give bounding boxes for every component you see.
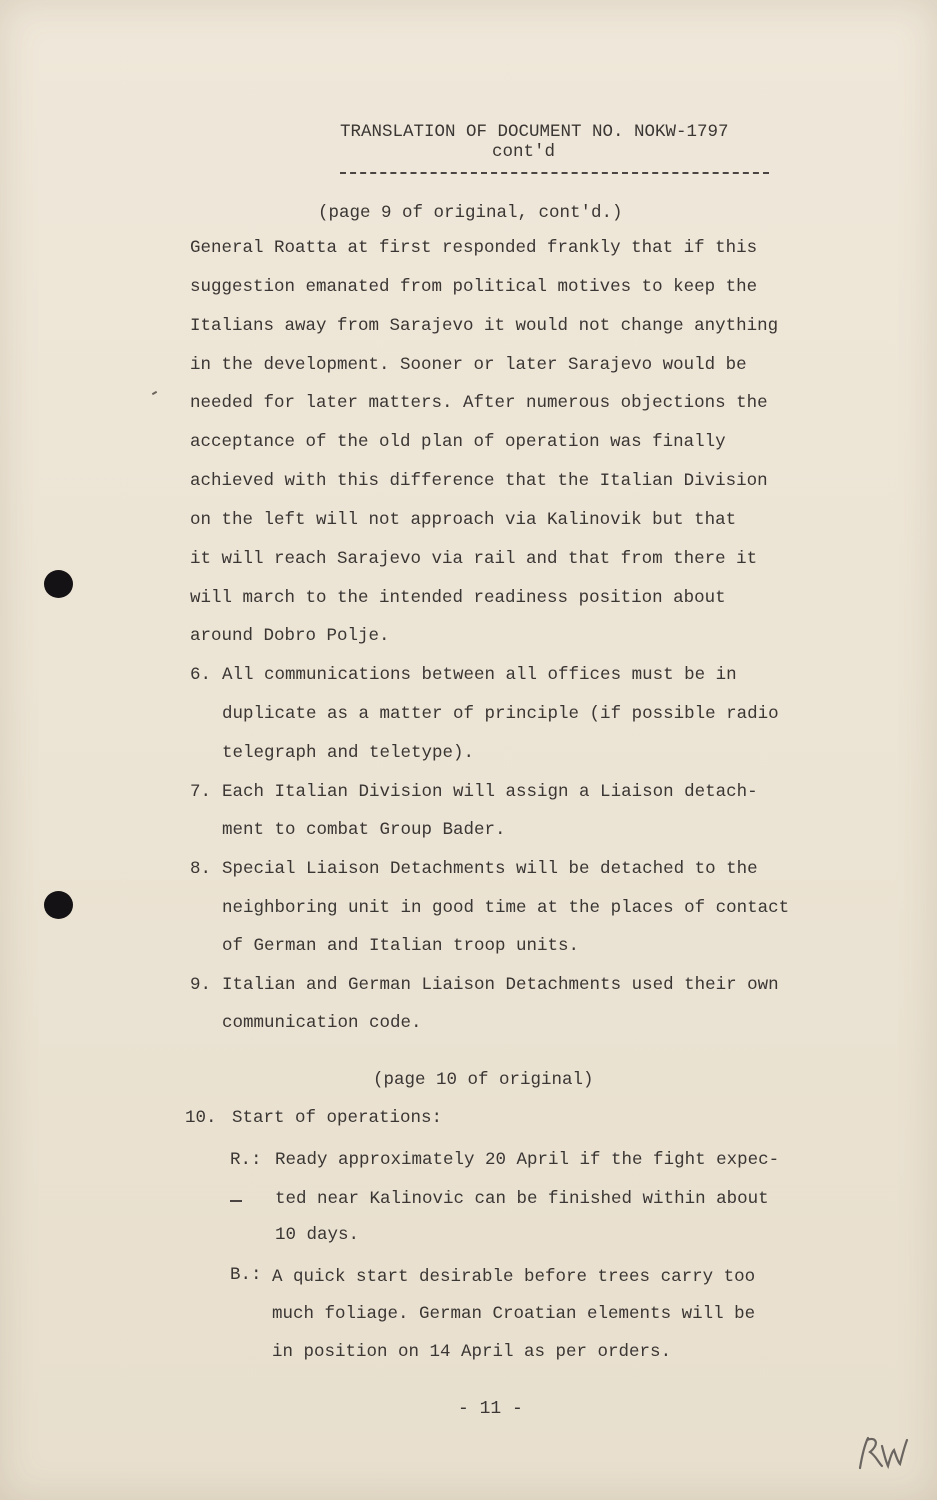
subitem-line: much foliage. German Croatian elements will be (272, 1304, 756, 1324)
paragraph-line: needed for later matters. After numerous objections the (190, 393, 768, 413)
paragraph-line: achieved with this difference that the Italian Division (190, 471, 768, 491)
header-dashed-rule (340, 172, 769, 174)
subitem-line: in position on 14 April as per orders. (272, 1342, 672, 1362)
subitem-label: R.: (230, 1150, 262, 1170)
subitem-line: Ready approximately 20 April if the fight expec- (275, 1150, 780, 1170)
stray-mark (152, 391, 157, 395)
item-line: neighboring unit in good time at the places of contact (222, 898, 790, 918)
handwritten-initials-mark (852, 1432, 910, 1472)
item-line: duplicate as a matter of principle (if possible radio (222, 704, 779, 724)
item-number: 10. (185, 1108, 217, 1128)
item-line: ment to combat Group Bader. (222, 820, 506, 840)
item-line: Italian and German Liaison Detachments used their own (222, 975, 779, 995)
item-line: telegraph and teletype). (222, 743, 475, 763)
paragraph-line: it will reach Sarajevo via rail and that from there it (190, 549, 758, 569)
subitem-line: 10 days. (275, 1225, 360, 1245)
margin-dash (230, 1200, 242, 1202)
paragraph-line: around Dobro Polje. (190, 626, 390, 646)
paragraph-line: on the left will not approach via Kalinovik but that (190, 510, 737, 530)
item-heading: Start of operations: (232, 1108, 443, 1128)
page-note: (page 10 of original) (373, 1070, 594, 1090)
paragraph-line: General Roatta at first responded frankly that if this (190, 238, 758, 258)
subitem-label: B.: (230, 1265, 262, 1285)
item-line: communication code. (222, 1013, 422, 1033)
subitem-line: ted near Kalinovic can be finished within about (275, 1189, 769, 1209)
punch-hole (44, 891, 73, 919)
item-line: Special Liaison Detachments will be detached to the (222, 859, 758, 879)
paragraph-line: Italians away from Sarajevo it would not change anything (190, 316, 779, 336)
paragraph-line: in the development. Sooner or later Sarajevo would be (190, 355, 747, 375)
item-line: of German and Italian troop units. (222, 936, 580, 956)
page-number: - 11 - (458, 1399, 523, 1419)
punch-hole (44, 570, 73, 598)
page-note: (page 9 of original, cont'd.) (318, 203, 623, 223)
item-number: 9. (190, 975, 212, 995)
subitem-line: A quick start desirable before trees carry too (272, 1267, 756, 1287)
item-number: 7. (190, 782, 212, 802)
paragraph-line: will march to the intended readiness position about (190, 588, 726, 608)
item-number: 6. (190, 665, 212, 685)
document-subtitle: cont'd (492, 142, 556, 162)
item-line: All communications between all offices must be in (222, 665, 737, 685)
paragraph-line: acceptance of the old plan of operation was finally (190, 432, 726, 452)
item-line: Each Italian Division will assign a Liaison detach- (222, 782, 758, 802)
document-title: TRANSLATION OF DOCUMENT NO. NOKW-1797 (340, 122, 729, 142)
paragraph-line: suggestion emanated from political motives to keep the (190, 277, 758, 297)
item-number: 8. (190, 859, 212, 879)
